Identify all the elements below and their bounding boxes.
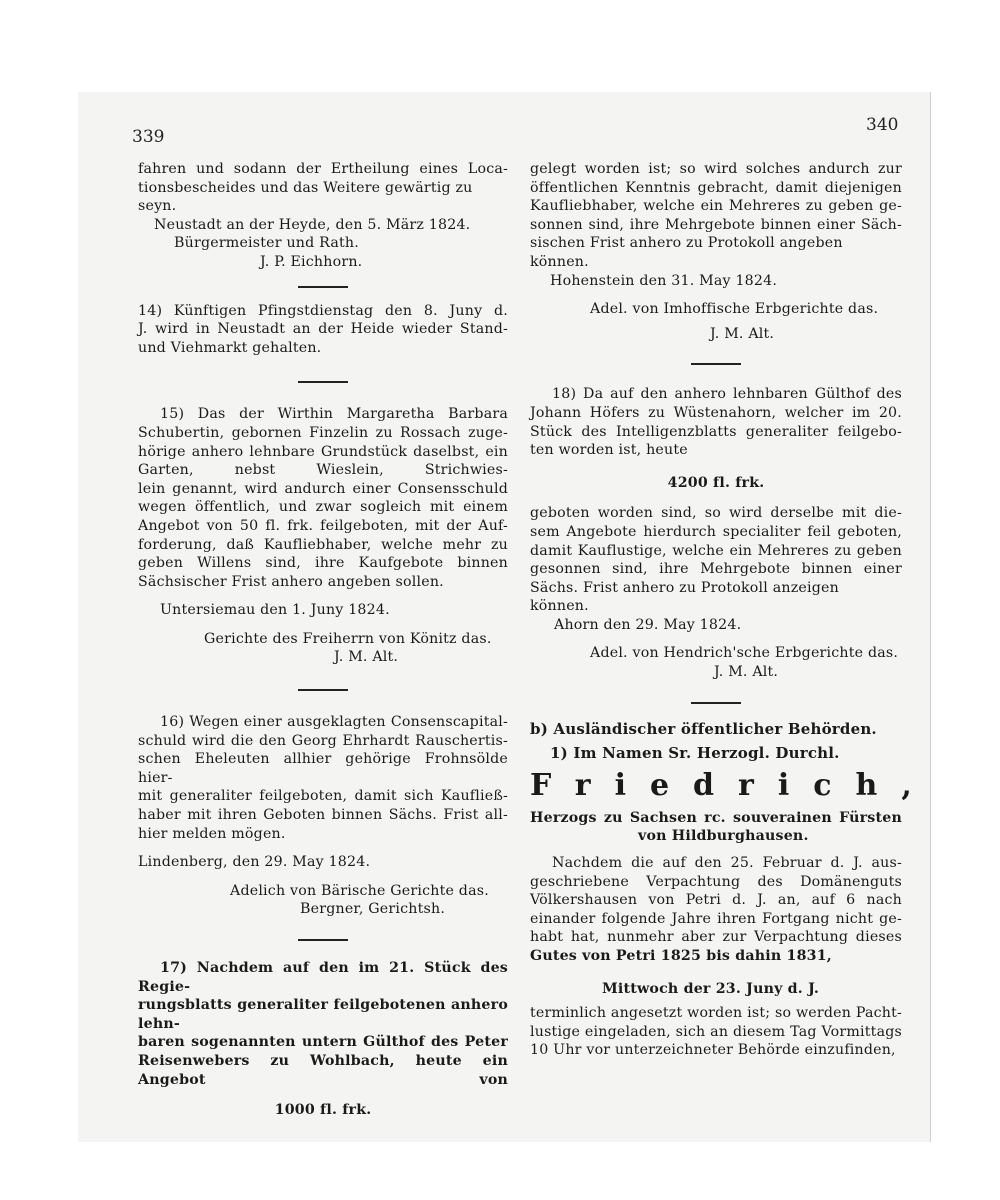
continuation-signer: J. M. Alt. (710, 325, 775, 342)
divider (691, 702, 741, 704)
notice-18-signer: J. M. Alt. (714, 664, 779, 681)
signer: J. P. Eichhorn. (260, 253, 363, 270)
sovereign-name: Friedrich, (530, 767, 936, 803)
authority: Bürgermeister und Rath. (174, 235, 359, 252)
intro-paragraph: fahren und sodann der Ertheilung eines Loca- tionsbescheides und das Weitere gewärtig zu seyn. (138, 161, 508, 215)
continuation-place: Hohenstein den 31. May 1824. (550, 272, 778, 289)
notice-18-continued: geboten worden sind, so wird derselbe mit die- sem Angebote hierdurch specialiter feil geboten, damit Kauflustige, welche ein Mehreres zu geben gesonnen sind, ihre Mehrgebote binnen einer Sächs. Frist anhero zu Protokoll anzeigen können. (530, 505, 902, 615)
duke-title-line-1: Herzogs zu Sachsen rc. souverainen Fürsten (530, 809, 902, 826)
duke-title-line-2: von Hildburghausen. (638, 828, 809, 845)
continuation-paragraph: gelegt worden ist; so wird solches andurch zur öffentlichen Kenntnis gebracht, damit diejenigen Kaufliebhaber, welche ein Mehreres zu geben ge- sonnen sind, ihre Mehrgebote binnen einer Säch- sischen Frist anhero zu Protokoll angeben können. (530, 161, 902, 270)
divider (298, 381, 348, 383)
decree-tail: terminlich angesetzt worden ist; so werden Pacht- lustige eingeladen, sich an diesem Tag Vormittags 10 Uhr vor unterzeichneter Behörde einzufinden, (530, 1005, 902, 1059)
continuation-court: Adel. von Imhoffische Erbgerichte das. (590, 301, 879, 318)
notice-16: 16) Wegen einer ausgeklagten Consenscapital- schuld wird die den Georg Ehrhardt Rauschertis- schen Eheleuten allhier gehörige Frohnsölde hier- mit generaliter feilgeboten, damit sich Kaufließ- haber mit ihren Geboten binnen Sächs. Frist all- hier melden mögen. (138, 714, 508, 842)
divider (298, 939, 348, 941)
notice-17-amount: 1000 fl. frk. (274, 1102, 372, 1119)
notice-15-signer: J. M. Alt. (334, 649, 399, 666)
section-heading: b) Ausländischer öffentlicher Behörden. (530, 719, 877, 738)
notice-15-place: Untersiemau den 1. Juny 1824. (160, 602, 390, 619)
notice-16-signer: Bergner, Gerichtsh. (300, 901, 446, 918)
decree-body: Nachdem die auf den 25. Februar d. J. aus- geschriebene Verpachtung des Domänenguts Völkershausen von Petri d. J. an, auf 6 nach einander folgende Jahre ihren Fortgang nicht ge- habt hat, nunmehr aber zur Verpachtung dieses Gutes von Petri 1825 bis dahin 1831, (530, 855, 902, 964)
left-column (138, 160, 508, 1126)
divider (298, 286, 348, 288)
decree-intro: 1) Im Namen Sr. Herzogl. Durchl. (550, 744, 840, 763)
page-number-left: 339 (132, 127, 165, 147)
notice-18: 18) Da auf den anhero lehnbaren Gülthof des Johann Höfers zu Wüstenahorn, welcher im 20. Stück des Intelligenzblatts generaliter feilgebo- ten worden ist, heute (530, 386, 902, 459)
right-column (530, 160, 936, 1060)
notice-14: 14) Künftigen Pfingstdienstag den 8. Juny d. J. wird in Neustadt an der Heide wieder Stand- und Viehmarkt gehalten. (138, 302, 508, 356)
notice-18-amount: 4200 fl. frk. (667, 474, 765, 491)
notice-17: 17) Nachdem auf den im 21. Stück des Regie- rungsblatts generaliter feilgebotenen anhero lehn- baren sogenannten untern Gülthof des Peter Reisenwebers zu Wohlbach, heute ein Angebot von (138, 960, 508, 1088)
divider (691, 363, 741, 365)
notice-18-place: Ahorn den 29. May 1824. (554, 616, 742, 633)
notice-18-court: Adel. von Hendrich'sche Erbgerichte das. (590, 645, 899, 662)
page-number-right: 340 (866, 115, 899, 135)
divider (298, 689, 348, 691)
decree-date: Mittwoch der 23. Juny d. J. (602, 980, 820, 997)
notice-16-court: Adelich von Bärische Gerichte das. (230, 882, 489, 899)
notice-15: 15) Das der Wirthin Margaretha Barbara Schubertin, gebornen Finzelin zu Rossach zuge- hörige anhero lehnbare Grundstück daselbst, ein Garten, nebst Wieslein, Strichwies- lein genannt, wird andurch einer Consensschuld wegen öffentlich, und zwar sogleich mit einem Angebot von 50 fl. frk. feilgeboten, mit der Auf- forderung, daß Kaufliebhaber, welche mehr zu geben Willens sind, ihre Kaufgebote binnen Sächsischer Frist anhero angeben sollen. (138, 406, 508, 590)
notice-16-place: Lindenberg, den 29. May 1824. (138, 854, 371, 871)
notice-15-court: Gerichte des Freiherrn von Könitz das. (204, 630, 492, 647)
place-date: Neustadt an der Heyde, den 5. März 1824. (154, 216, 471, 233)
